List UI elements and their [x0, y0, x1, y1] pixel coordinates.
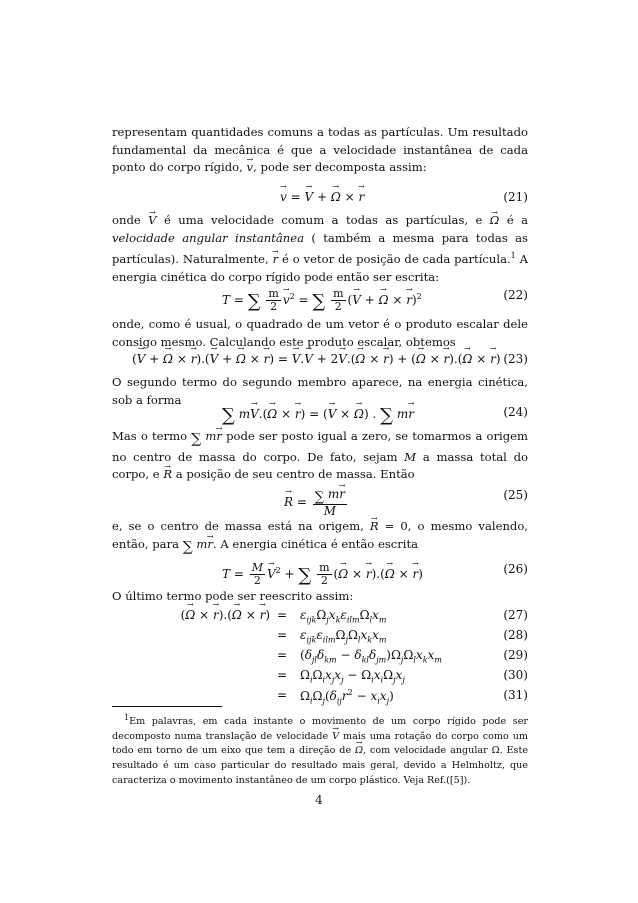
paragraph-second-term: O segundo termo do segundo membro aparece, na energia cinética, sob a forma	[112, 375, 528, 407]
equation-26: T = $\frac{M}{2}$ → $V^2$ + ∑ $\frac{m}{2}$ (→ Ω × → r).(→ Ω × → r) (26)	[112, 562, 528, 582]
paragraph-definitions: onde → V é uma velocidade comum a todas as partículas, e → Ω é a velocidade angular instantânea ( também a mesma para todas as partículas). Naturalmente, → r é o vetor de posição de cada partícula.$^1$ A energia cinética do corpo rígido pode então ser escrita:	[112, 212, 528, 286]
equation-29: = $(\delta_{jl}\delta_{km} - \delta_{kl}\delta_{jm})\Omega_j\Omega_lx_kx_m$ (29)	[276, 648, 528, 665]
paragraph-rewrite: O último termo pode ser reescrito assim:	[112, 589, 354, 603]
equation-28: = $\varepsilon_{ijk}\varepsilon_{ilm}\Omega_j\Omega_lx_kx_m$ (28)	[276, 628, 528, 645]
footnote-number: 1	[124, 713, 130, 722]
equation-24: ∑ m→ V.(→ Ω × → r) = (→ V × → Ω) . ∑ m→ r (24)	[112, 405, 528, 425]
page-number: 4	[315, 793, 323, 807]
symbol-v: → v	[247, 159, 254, 177]
equation-31: = $\Omega_i\Omega_j(\delta_{ij}r^2 - x_ix_j)$ (31)	[276, 688, 528, 706]
footnote-rule	[112, 706, 222, 707]
footnote-mark: 1	[510, 251, 516, 261]
equation-21: → v = → V + → Ω × → r (21)	[112, 190, 528, 210]
equation-number: (21)	[503, 190, 528, 204]
paragraph-intro: representam quantidades comuns a todas as partículas. Um resultado fundamental da mecânica é que a velocidade instantânea de cada ponto do corpo rígido, → v, pode ser decomposta assim:	[112, 124, 528, 177]
equation-25: → R = $\frac{\sum m\to r}{M}$ (25)	[112, 488, 528, 508]
equation-30: = $\Omega_i\Omega_ix_jx_j - \Omega_ix_i\Omega_jx_j$ (30)	[276, 668, 528, 685]
paragraph-origin: e, se o centro de massa está na origem, → R = 0, o mesmo valendo, então, para ∑ m→ r. A energia cinética é então escrita	[112, 518, 528, 556]
paragraph-center-of-mass: Mas o termo ∑ m→ r pode ser posto igual a zero, se tomarmos a origem no centro de massa do corpo. De fato, sejam M a massa total do corpo, e → R a posição de seu centro de massa. Então	[112, 428, 528, 484]
equation-22: T = ∑ $\frac{m}{2}$ → $v^2$ = ∑ $\frac{m}{2}$ (→ V + → Ω × → r)$^2$ (22)	[112, 288, 528, 308]
equation-27: (→ Ω × → r).(→ Ω × → r) = $\varepsilon_{ijk}\Omega_jx_k\varepsilon_{ilm}\Omega_lx_m$ (27)	[112, 608, 528, 628]
footnote: $^1$Em palavras, em cada instante o movimento de um corpo rígido pode ser decomposto numa translação de velocidade → V mais uma rotação do corpo como um todo em torno de um eixo que tem a direção de → Ω, com velocidade angular Ω. Este resultado é um caso particular do resultado mais geral, devido a Helmholtz, que caracteriza o movimento instantâneo de um corpo plástico. Veja Ref.([5]).	[112, 711, 528, 788]
equation-23: (→ V + → Ω × → r).(→ V + → Ω × → r) = → V.→ V + 2→ V.(→ Ω × → r) + (→ Ω × → r).(→ Ω × → r) (23)	[112, 352, 528, 372]
paragraph-scalar-product: onde, como é usual, o quadrado de um vetor é o produto escalar dele consigo mesmo. Calculando este produto escalar, obtemos	[112, 317, 528, 349]
